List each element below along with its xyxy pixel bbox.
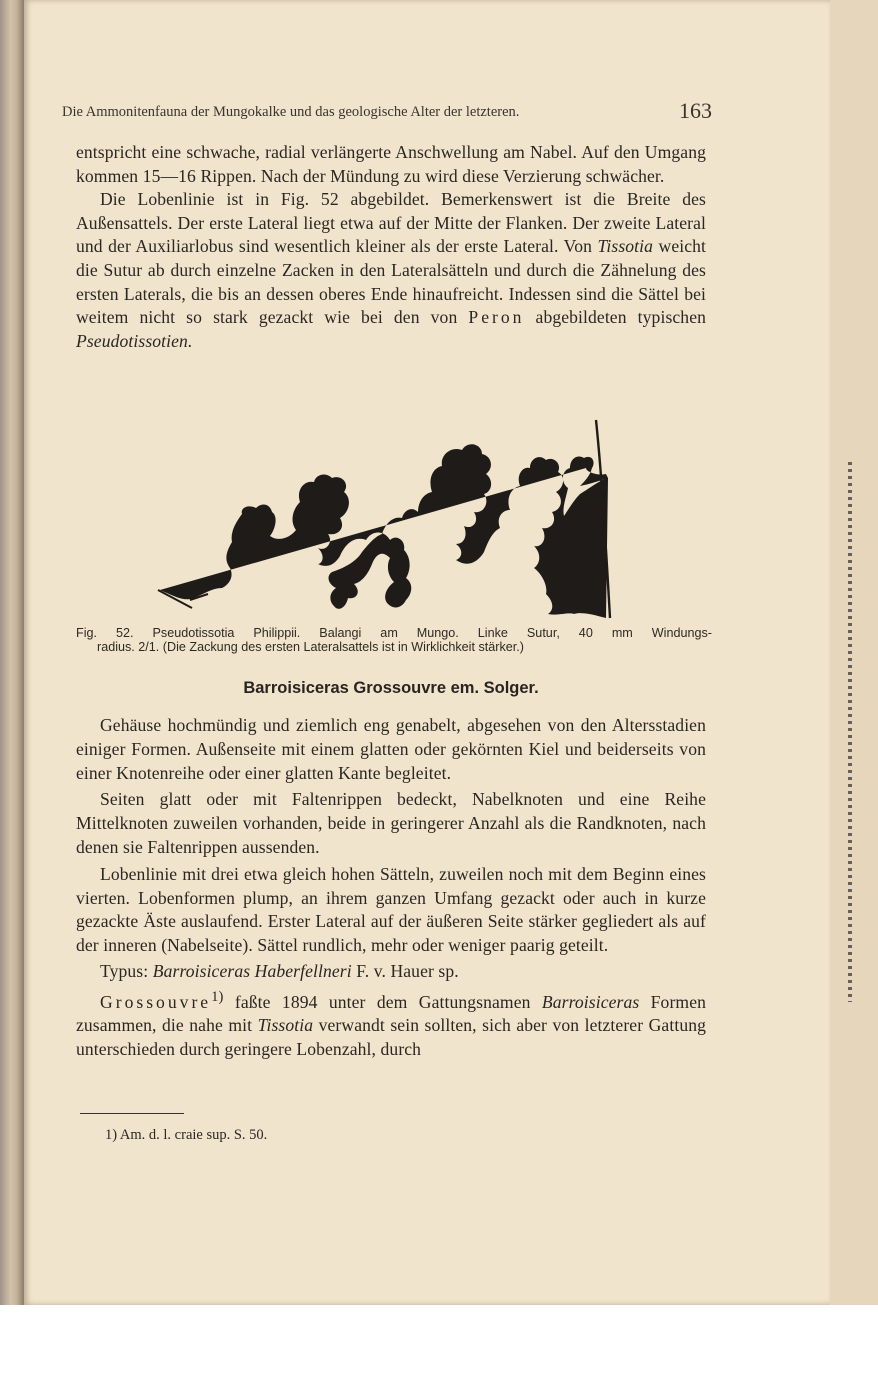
footnote: 1) Am. d. l. craie sup. S. 50. xyxy=(105,1127,268,1143)
section-heading: Barroisiceras Grossouvre em. Solger. xyxy=(243,679,539,697)
previous-page-edge xyxy=(0,0,24,1305)
typus-species: Barroisiceras Haberfellneri xyxy=(152,960,352,981)
edge-markings xyxy=(848,462,852,1002)
caption-line-1: Fig. 52. Pseudotissotia Philippii. Balangi am Mungo. Linke Sutur, 40 mm Windungs- xyxy=(76,626,712,640)
text-run: weicht die Sutur ab durch einzelne Zacken in den Lateralsätteln und durch die Zähnelung des ersten Laterals, die bis an dessen oberes Ende hinaufreicht. Indessen sind die Sättel bei weitem nicht so stark gezackt wie bei den von xyxy=(76,236,707,328)
footnote-divider xyxy=(80,1113,184,1114)
author-name: Peron xyxy=(468,307,525,328)
figure-caption xyxy=(76,627,712,654)
page-number: 163 xyxy=(679,98,712,123)
genus-name: Barroisiceras xyxy=(541,991,640,1012)
genus-name: Tissotia xyxy=(597,236,654,257)
bottom-margin xyxy=(0,1305,878,1390)
genus-name: Tissotia xyxy=(257,1015,314,1036)
text-run: verwandt sein sollten, sich aber von letzterer Gattung unterschieden durch geringere Lobenzahl, durch xyxy=(76,1015,707,1060)
running-title: Die Ammonitenfauna der Mungokalke und das geologische Alter der letzteren. xyxy=(62,104,520,120)
paragraph-lobenlinie-genus: Lobenlinie mit drei etwa gleich hohen Sätteln, zuweilen noch mit dem Beginn eines vierten. Lobenformen plump, an ihrem ganzen Umfang gezackt oder auch in kurze gezackte Äste auslaufend. Erster Lateral auf der äußeren Seite stärker gegliedert als auf der inneren (Nabelseite). Sättel rundlich, mehr oder weniger paarig geteilt. xyxy=(76,863,706,956)
paragraph-continuation: entspricht eine schwache, radial verlängerte Anschwellung am Nabel. Auf den Umgang kommen 15—16 Rippen. Nach der Mündung zu wird diese Verzierung schwächer. xyxy=(76,142,706,186)
caption-line-2: radius. 2/1. (Die Zackung des ersten Lateralsattels ist in Wirklichkeit stärker.) xyxy=(97,639,524,654)
body-text-top xyxy=(76,141,706,353)
paragraph-grossouvre xyxy=(76,986,706,1062)
body-text-bottom xyxy=(76,714,706,1062)
paragraph-gehaeuse: Gehäuse hochmündig und ziemlich eng genabelt, abgesehen von den Altersstadien einiger Formen. Außenseite mit einem glatten oder gekörnten Kiel und beiderseits von einer Knotenreihe oder einer glatten Kante begleitet. xyxy=(76,715,706,783)
text-run: abgebildeten typischen xyxy=(535,307,706,328)
text-run: Die Lobenlinie ist in Fig. 52 abgebildet. Bemerkenswert ist die Breite des Außensattels. Der erste Lateral liegt etwa auf der Mitte der Flanken. Der zweite Lateral und der Auxiliarlobus sind wesentlich kleiner als der erste Lateral. Von xyxy=(76,189,706,257)
paragraph-typus xyxy=(76,960,706,984)
paragraph-lobenlinie xyxy=(76,188,706,353)
text-run: faßte 1894 unter dem Gattungsnamen xyxy=(234,991,531,1012)
suture-silhouette xyxy=(160,444,608,618)
typus-author: F. v. Hauer sp. xyxy=(356,960,459,981)
author-name: Grossouvre xyxy=(100,991,212,1012)
typus-label: Typus: xyxy=(100,960,149,981)
footnote-marker: 1) xyxy=(211,988,224,1005)
paragraph-seiten: Seiten glatt oder mit Faltenrippen bedeckt, Nabelknoten und eine Reihe Mittelknoten zuweilen vorhanden, beide in geringerer Anzahl als die Randknoten, nach denen sie Faltenrippen aussenden. xyxy=(76,789,706,857)
genus-name: Pseudotissotien. xyxy=(76,330,193,351)
text-run: Formen zusammen, die nahe mit xyxy=(76,991,707,1036)
page-fore-edge xyxy=(830,0,878,1305)
running-header xyxy=(62,98,712,124)
suture-line-figure xyxy=(150,418,630,620)
